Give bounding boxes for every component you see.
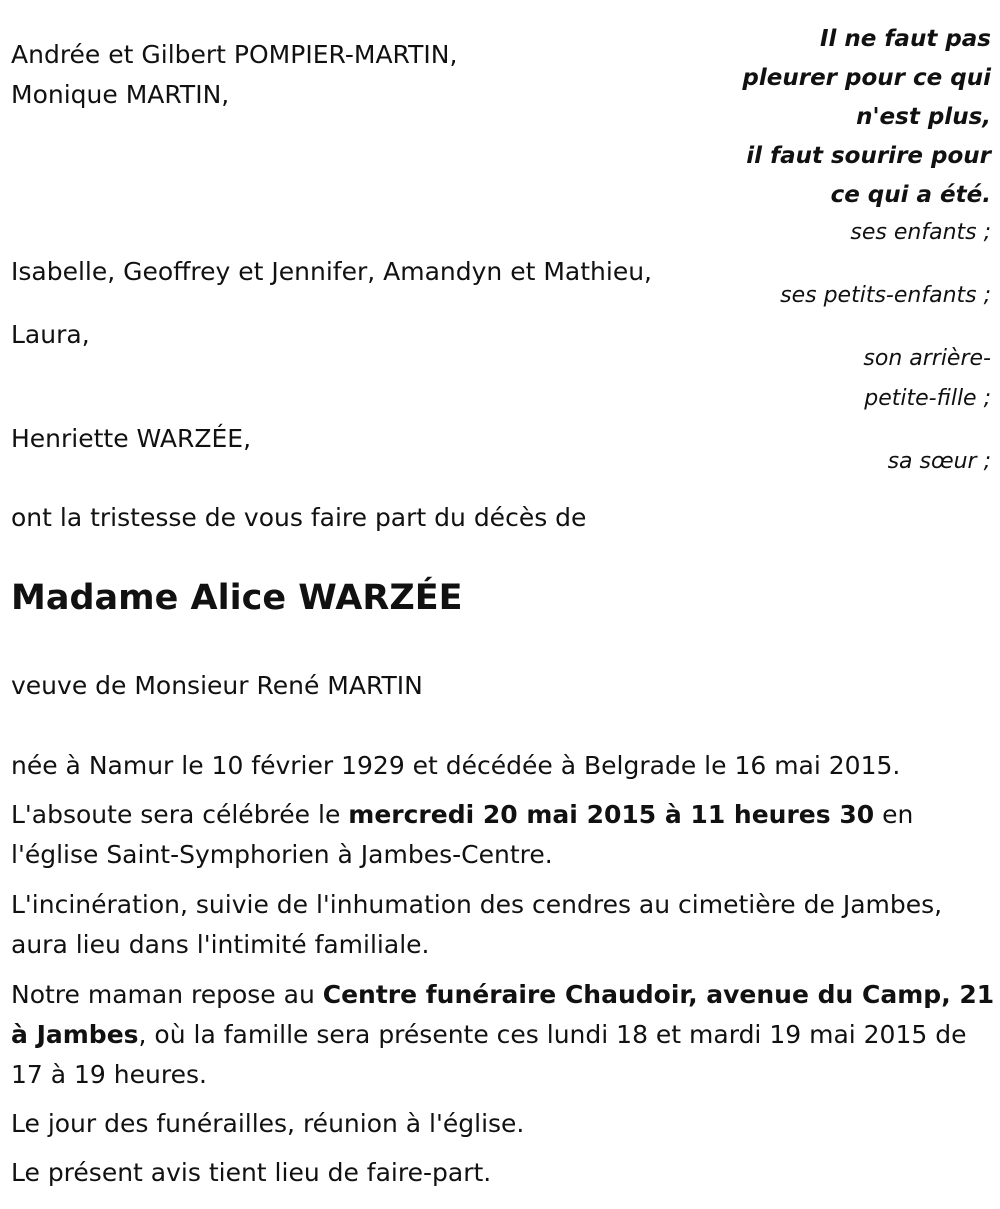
- family-great-grandchild: Laura,: [11, 320, 90, 349]
- absoute-post: en l'église Saint-Symphorien à Jambes-Centre.: [11, 800, 914, 869]
- absoute-date: mercredi 20 mai 2015 à 11 heures 30: [348, 800, 875, 829]
- funeral-day: Le jour des funérailles, réunion à l'église.: [11, 1109, 525, 1138]
- poem-quote: [742, 20, 991, 215]
- announcement: ont la tristesse de vous faire part du décès de: [11, 503, 587, 532]
- relation-grandchildren: ses petits-enfants ;: [780, 283, 991, 308]
- repose-paragraph: [11, 975, 996, 1095]
- repose-post: , où la famille sera présente ces lundi 18 et mardi 19 mai 2015 de 17 à 19 heures.: [11, 1020, 967, 1089]
- poem-line: n'est plus,: [856, 104, 991, 130]
- repose-location: Centre funéraire Chaudoir, avenue du Camp, 21 à Jambes: [11, 980, 995, 1049]
- incineration-paragraph: L'incinération, suivie de l'inhumation des cendres au cimetière de Jambes, aura lieu dans l'intimité familiale.: [11, 890, 943, 959]
- birth-death: née à Namur le 10 février 1929 et décédée à Belgrade le 16 mai 2015.: [11, 751, 901, 780]
- poem-line: ce qui a été.: [830, 182, 991, 208]
- relation-great-grandchild-2: petite-fille ;: [864, 386, 991, 411]
- poem-line: pleurer pour ce qui: [742, 65, 991, 91]
- poem-line: il faut sourire pour: [746, 143, 991, 169]
- poem-line: Il ne faut pas: [819, 26, 991, 52]
- relation-children: ses enfants ;: [850, 220, 991, 245]
- family-grandchildren: Isabelle, Geoffrey et Jennifer, Amandyn et Mathieu,: [11, 257, 652, 286]
- repose-pre: Notre maman repose au: [11, 980, 323, 1009]
- family-sister: Henriette WARZÉE,: [11, 424, 252, 453]
- family-parents: Andrée et Gilbert POMPIER-MARTIN,: [11, 40, 458, 69]
- absoute-paragraph: [11, 795, 996, 875]
- relation-sister: sa sœur ;: [887, 449, 991, 474]
- absoute-pre: L'absoute sera célébrée le: [11, 800, 349, 829]
- notice: Le présent avis tient lieu de faire-part.: [11, 1158, 492, 1187]
- relation-great-grandchild-1: son arrière-: [863, 346, 991, 371]
- deceased-name: Madame Alice WARZÉE: [11, 578, 463, 618]
- family-monique: Monique MARTIN,: [11, 80, 230, 109]
- widow-of: veuve de Monsieur René MARTIN: [11, 671, 423, 700]
